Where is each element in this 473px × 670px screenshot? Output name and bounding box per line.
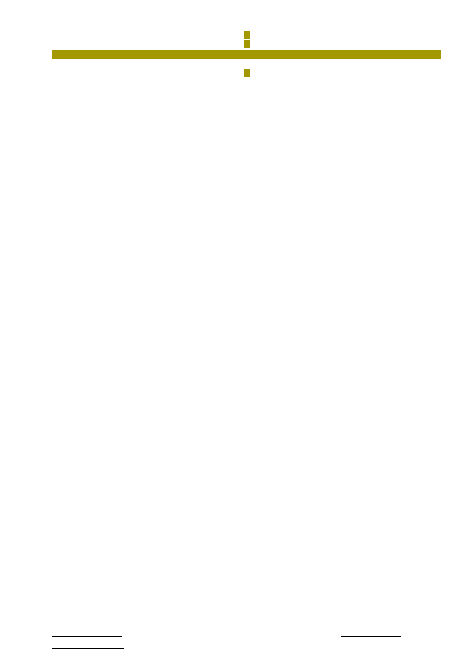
- section-5-heading: [52, 69, 441, 78]
- footer-extra-line: [52, 648, 124, 649]
- clause-4-1: [52, 50, 441, 59]
- customer-signature: [52, 628, 122, 637]
- customer-signature-line: [52, 629, 122, 637]
- contractor-signature-line: [341, 629, 401, 637]
- signature-footer: [52, 628, 441, 637]
- section-3-heading: [52, 31, 441, 40]
- section-4-heading: [52, 40, 441, 49]
- clause-4-2: [52, 60, 441, 69]
- contractor-signature: [341, 628, 441, 637]
